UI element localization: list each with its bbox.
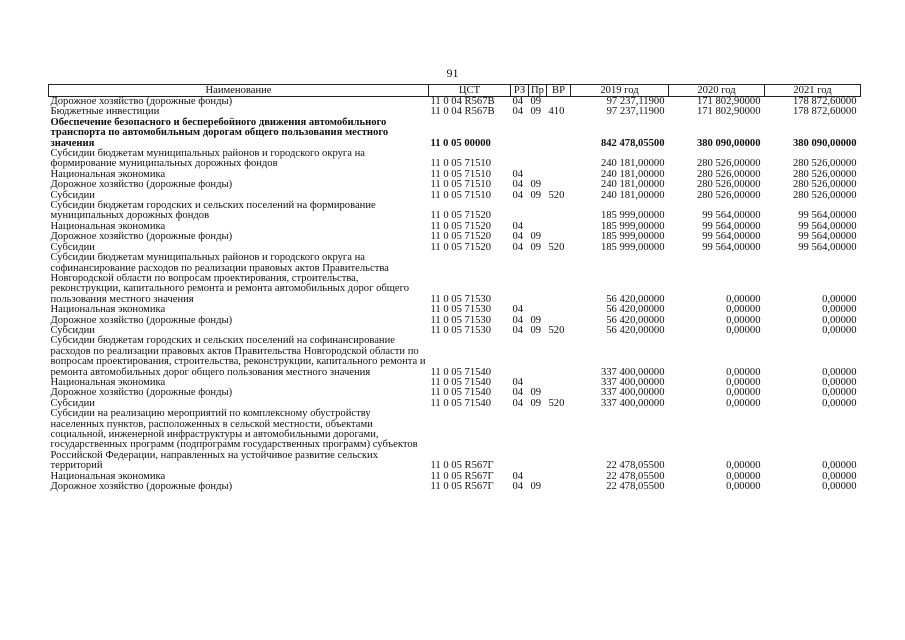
cell-2019: 56 420,00000 xyxy=(606,324,665,336)
cell-rz: 04 xyxy=(512,397,524,409)
cell-pr: 09 xyxy=(530,231,542,243)
cell-name: Национальная экономика xyxy=(50,168,166,180)
cell-vr xyxy=(547,118,571,149)
cell-vr xyxy=(547,378,571,388)
cell-rz: 04 xyxy=(512,387,524,399)
cell-2020: 99 564,00000 xyxy=(702,210,761,222)
cell-name: Субсидии xyxy=(50,241,95,253)
cell-cst: 11 0 05 71530 xyxy=(430,304,492,316)
cell-cst: 11 0 05 71540 xyxy=(430,387,492,399)
cell-cst: 11 0 05 71530 xyxy=(430,293,492,305)
cell-vr: 520 xyxy=(548,189,565,201)
cell-2019: 337 400,00000 xyxy=(600,376,665,388)
cell-cst: 11 0 05 71520 xyxy=(430,210,492,222)
cell-vr xyxy=(547,253,571,305)
cell-rz: 04 xyxy=(512,376,524,388)
cell-pr: 09 xyxy=(530,106,542,118)
cell-vr xyxy=(547,482,571,492)
cell-name: Субсидии бюджетам городских и сельских поселений на формирование муниципальных дорожных фондов xyxy=(50,200,376,222)
cell-2019: 185 999,00000 xyxy=(600,220,665,232)
cell-2020: 0,00000 xyxy=(726,460,761,472)
cell-2021: 0,00000 xyxy=(822,314,857,326)
cell-cst: 11 0 04 R567B xyxy=(430,96,495,107)
cell-2020: 280 526,00000 xyxy=(696,179,761,191)
cell-2019: 56 420,00000 xyxy=(606,293,665,305)
cell-pr xyxy=(529,409,547,471)
cell-2020: 0,00000 xyxy=(726,314,761,326)
cell-2020: 0,00000 xyxy=(726,481,761,493)
cell-pr xyxy=(529,305,547,315)
cell-pr: 09 xyxy=(530,387,542,399)
cell-rz xyxy=(511,409,529,471)
cell-pr: 09 xyxy=(530,179,542,191)
cell-cst: 11 0 05 71510 xyxy=(430,168,492,180)
header-2020: 2020 год xyxy=(669,85,765,97)
cell-vr: 520 xyxy=(548,324,565,336)
header-name: Наименование xyxy=(49,85,429,97)
cell-cst: 11 0 05 00000 xyxy=(430,137,491,149)
cell-name: Национальная экономика xyxy=(50,376,166,388)
cell-rz: 04 xyxy=(512,231,524,243)
cell-2020: 380 090,00000 xyxy=(696,137,761,149)
cell-rz xyxy=(511,336,529,378)
table-row xyxy=(49,482,861,492)
cell-pr xyxy=(529,253,547,305)
cell-2019: 56 420,00000 xyxy=(606,304,665,316)
cell-cst: 11 0 05 71540 xyxy=(430,376,492,388)
cell-vr xyxy=(547,222,571,232)
cell-2019: 185 999,00000 xyxy=(600,210,665,222)
cell-name: Дорожное хозяйство (дорожные фонды) xyxy=(50,387,233,399)
table-row xyxy=(49,305,861,315)
cell-2021: 99 564,00000 xyxy=(798,210,857,222)
cell-rz xyxy=(511,118,529,149)
cell-cst: 11 0 05 R567Г xyxy=(430,481,494,493)
cell-2019: 842 478,05500 xyxy=(600,137,665,149)
cell-rz: 04 xyxy=(512,96,524,107)
cell-vr xyxy=(547,336,571,378)
cell-2019: 97 237,11900 xyxy=(606,106,665,118)
cell-2021: 0,00000 xyxy=(822,387,857,399)
cell-2021: 0,00000 xyxy=(822,304,857,316)
cell-name: Субсидии xyxy=(50,397,95,409)
table-row xyxy=(49,201,861,222)
cell-2019: 185 999,00000 xyxy=(600,241,665,253)
cell-rz: 04 xyxy=(512,106,524,118)
cell-2021: 0,00000 xyxy=(822,324,857,336)
cell-rz: 04 xyxy=(512,314,524,326)
cell-2021: 99 564,00000 xyxy=(798,231,857,243)
cell-2020: 99 564,00000 xyxy=(702,231,761,243)
cell-2021: 99 564,00000 xyxy=(798,220,857,232)
cell-pr: 09 xyxy=(530,481,542,493)
table-row xyxy=(49,409,861,471)
table-row xyxy=(49,253,861,305)
cell-pr xyxy=(529,336,547,378)
cell-2019: 240 181,00000 xyxy=(600,179,665,191)
cell-2020: 171 802,90000 xyxy=(696,106,761,118)
cell-2019: 337 400,00000 xyxy=(600,397,665,409)
page-number: 91 xyxy=(446,66,459,80)
cell-vr: 520 xyxy=(548,241,565,253)
cell-2020: 0,00000 xyxy=(726,470,761,482)
cell-2019: 240 181,00000 xyxy=(600,158,665,170)
cell-2019: 240 181,00000 xyxy=(600,168,665,180)
cell-name: Дорожное хозяйство (дорожные фонды) xyxy=(50,179,233,191)
cell-name: Национальная экономика xyxy=(50,304,166,316)
cell-rz: 04 xyxy=(512,168,524,180)
cell-pr: 09 xyxy=(530,397,542,409)
cell-pr xyxy=(529,201,547,222)
cell-2019: 22 478,05500 xyxy=(606,460,665,472)
cell-2021: 99 564,00000 xyxy=(798,241,857,253)
cell-pr xyxy=(529,149,547,170)
table-row xyxy=(49,118,861,149)
cell-2021: 178 872,60000 xyxy=(792,106,857,118)
cell-2021: 280 526,00000 xyxy=(792,189,857,201)
cell-cst: 11 0 04 R567B xyxy=(430,106,495,118)
cell-rz: 04 xyxy=(512,220,524,232)
cell-cst: 11 0 05 71530 xyxy=(430,324,492,336)
cell-pr: 09 xyxy=(530,96,542,107)
cell-name: Субсидии на реализацию мероприятий по комплексному обустройству населенных пунктов, расположенных в сельской местности, объектами социальной, инженерной инфраструктуры и автомобильными дорогами, государственных программ (подпрограмм государственных программ) субъектов Российской Федерации, направленных на устойчивое развитие сельских территорий xyxy=(50,408,418,472)
cell-2021: 0,00000 xyxy=(822,397,857,409)
cell-vr xyxy=(547,149,571,170)
cell-2021: 0,00000 xyxy=(822,481,857,493)
cell-cst: 11 0 05 71510 xyxy=(430,158,492,170)
cell-2020: 280 526,00000 xyxy=(696,189,761,201)
cell-2021: 280 526,00000 xyxy=(792,168,857,180)
table-header xyxy=(49,85,861,97)
cell-2019: 240 181,00000 xyxy=(600,189,665,201)
cell-2020: 0,00000 xyxy=(726,387,761,399)
cell-2021: 280 526,00000 xyxy=(792,179,857,191)
cell-2021: 0,00000 xyxy=(822,376,857,388)
cell-name: Субсидии бюджетам муниципальных районов и городского округа на софинансирование расходов по реализации правовых актов Правительства Новгородской области по вопросам проектирования, строительства, реконструкции, капитального ремонта и ремонта автомобильных дорог общего пользования местного значения xyxy=(50,252,410,305)
header-rz: РЗ xyxy=(511,85,529,97)
cell-cst: 11 0 05 71510 xyxy=(430,179,492,191)
cell-vr xyxy=(547,170,571,180)
cell-cst: 11 0 05 71530 xyxy=(430,314,492,326)
cell-pr: 09 xyxy=(530,324,542,336)
cell-rz: 04 xyxy=(512,304,524,316)
cell-cst: 11 0 05 71510 xyxy=(430,189,492,201)
cell-2020: 0,00000 xyxy=(726,366,761,378)
cell-pr: 09 xyxy=(530,241,542,253)
cell-2020: 0,00000 xyxy=(726,293,761,305)
header-2019: 2019 год xyxy=(571,85,669,97)
cell-name: Субсидии xyxy=(50,189,95,201)
table-row xyxy=(49,336,861,378)
cell-2020: 99 564,00000 xyxy=(702,220,761,232)
cell-name: Дорожное хозяйство (дорожные фонды) xyxy=(50,231,233,243)
cell-name: Национальная экономика xyxy=(50,470,166,482)
cell-pr xyxy=(529,118,547,149)
cell-2020: 0,00000 xyxy=(726,376,761,388)
cell-name: Дорожное хозяйство (дорожные фонды) xyxy=(50,314,233,326)
cell-vr: 520 xyxy=(548,397,565,409)
cell-cst: 11 0 05 71520 xyxy=(430,220,492,232)
cell-name: Субсидии бюджетам муниципальных районов и городского округа на формирование муниципальных дорожных фондов xyxy=(50,148,365,170)
cell-2019: 22 478,05500 xyxy=(606,481,665,493)
header-2021: 2021 год xyxy=(765,85,861,97)
cell-2020: 171 802,90000 xyxy=(696,96,761,107)
cell-name: Дорожное хозяйство (дорожные фонды) xyxy=(50,96,233,107)
table-row xyxy=(49,149,861,170)
cell-2021: 0,00000 xyxy=(822,460,857,472)
cell-2021: 280 526,00000 xyxy=(792,158,857,170)
cell-vr xyxy=(547,201,571,222)
cell-2020: 0,00000 xyxy=(726,304,761,316)
cell-name: Субсидии xyxy=(50,324,95,336)
header-cst: ЦСТ xyxy=(429,85,511,97)
cell-rz: 04 xyxy=(512,324,524,336)
cell-2021: 0,00000 xyxy=(822,470,857,482)
cell-name: Бюджетные инвестиции xyxy=(50,106,160,118)
cell-2019: 97 237,11900 xyxy=(606,96,665,107)
header-pr: Пр xyxy=(529,85,547,97)
cell-rz: 04 xyxy=(512,189,524,201)
cell-2020: 280 526,00000 xyxy=(696,168,761,180)
cell-cst: 11 0 05 R567Г xyxy=(430,460,494,472)
cell-2020: 280 526,00000 xyxy=(696,158,761,170)
cell-2019: 337 400,00000 xyxy=(600,387,665,399)
cell-rz xyxy=(511,253,529,305)
cell-2021: 178 872,60000 xyxy=(792,96,857,107)
cell-2021: 380 090,00000 xyxy=(792,137,857,149)
cell-cst: 11 0 05 71520 xyxy=(430,231,492,243)
cell-cst: 11 0 05 71520 xyxy=(430,241,492,253)
header-vr: ВР xyxy=(547,85,571,97)
cell-name: Субсидии бюджетам городских и сельских поселений на софинансирование расходов по реализации правовых актов Правительства Новгородской области по вопросам проектирования, строительства, реконструкции, капитального ремонта и ремонта автомобильных дорог общего пользования местного значения xyxy=(50,335,426,378)
cell-2019: 22 478,05500 xyxy=(606,470,665,482)
table-body xyxy=(49,97,861,493)
cell-name: Национальная экономика xyxy=(50,220,166,232)
cell-2019: 337 400,00000 xyxy=(600,366,665,378)
cell-2021: 0,00000 xyxy=(822,293,857,305)
cell-name: Обеспечение безопасного и бесперебойного движения автомобильного транспорта по автомобильным дорогам общего пользования местного значения xyxy=(50,116,389,149)
cell-2020: 99 564,00000 xyxy=(702,241,761,253)
cell-2019: 185 999,00000 xyxy=(600,231,665,243)
cell-vr xyxy=(547,472,571,482)
cell-vr xyxy=(547,409,571,471)
cell-pr: 09 xyxy=(530,189,542,201)
cell-rz: 04 xyxy=(512,481,524,493)
cell-2021: 0,00000 xyxy=(822,366,857,378)
cell-2019: 56 420,00000 xyxy=(606,314,665,326)
cell-rz xyxy=(511,201,529,222)
cell-rz: 04 xyxy=(512,179,524,191)
cell-2020: 0,00000 xyxy=(726,324,761,336)
cell-pr: 09 xyxy=(530,314,542,326)
cell-name: Дорожное хозяйство (дорожные фонды) xyxy=(50,481,233,493)
cell-rz: 04 xyxy=(512,241,524,253)
cell-vr: 410 xyxy=(548,106,565,118)
cell-vr xyxy=(547,305,571,315)
budget-table xyxy=(48,84,861,492)
cell-2020: 0,00000 xyxy=(726,397,761,409)
cell-cst: 11 0 05 71540 xyxy=(430,397,492,409)
cell-cst: 11 0 05 R567Г xyxy=(430,470,494,482)
cell-rz xyxy=(511,149,529,170)
cell-rz: 04 xyxy=(512,470,524,482)
cell-cst: 11 0 05 71540 xyxy=(430,366,492,378)
